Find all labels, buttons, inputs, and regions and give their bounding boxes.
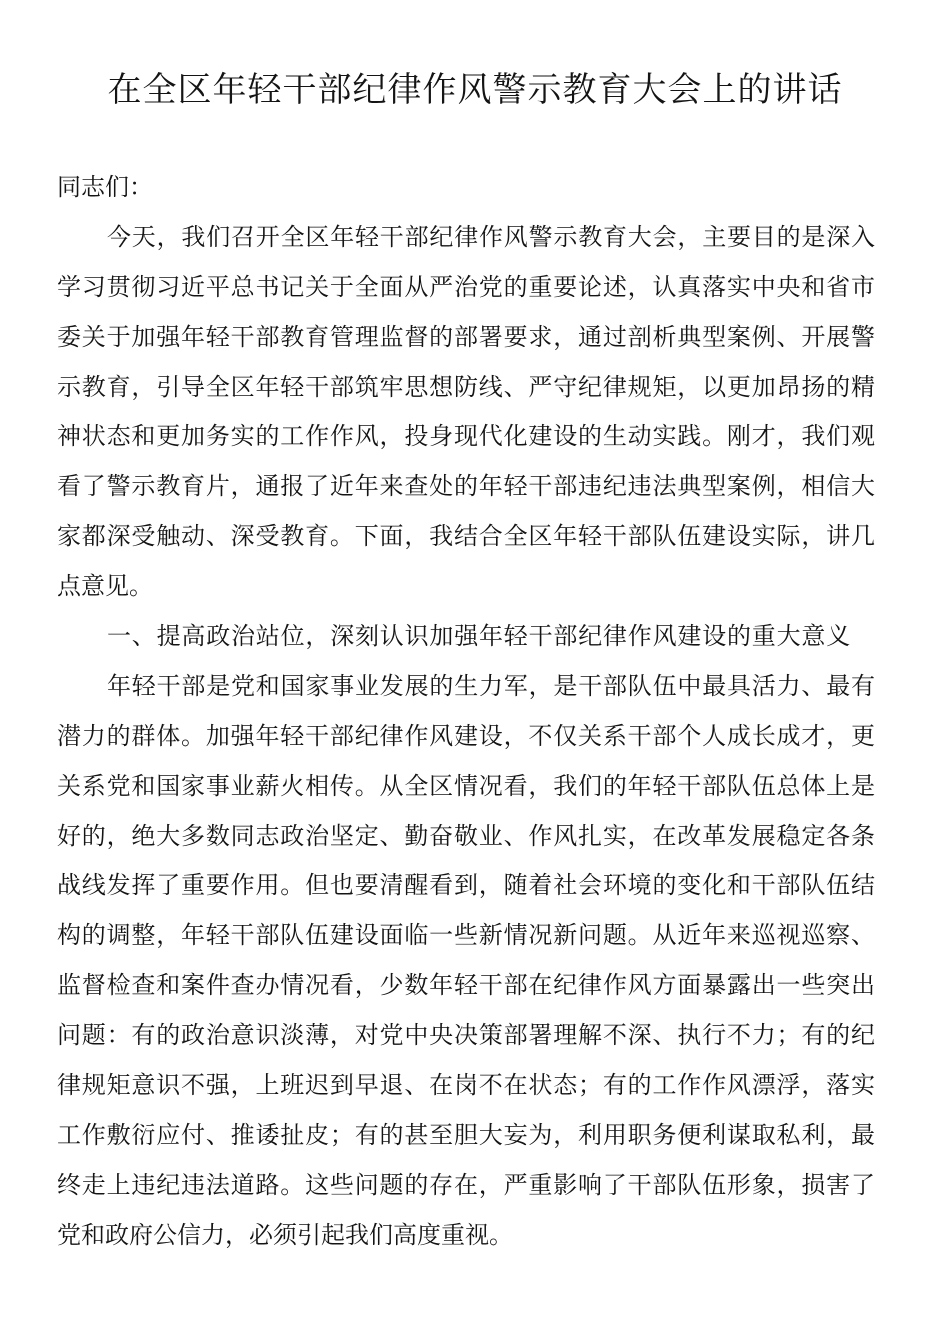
paragraph-line: 家都深受触动、深受教育。下面，我结合全区年轻干部队伍建设实际，讲几	[57, 522, 875, 551]
paragraph-line: 点意见。	[57, 572, 153, 601]
paragraph-line: 好的，绝大多数同志政治坚定、勤奋敬业、作风扎实，在改革发展稳定各条	[57, 821, 875, 850]
paragraph-1	[57, 213, 875, 612]
section-heading: 一、提高政治站位，深刻认识加强年轻干部纪律作风建设的重大意义	[107, 622, 851, 651]
paragraph-line: 年轻干部是党和国家事业发展的生力军，是干部队伍中最具活力、最有	[107, 671, 875, 700]
document-title: 在全区年轻干部纪律作风警示教育大会上的讲话	[107, 70, 843, 110]
paragraph-2	[57, 662, 875, 1261]
paragraph-line: 神状态和更加务实的工作作风，投身现代化建设的生动实践。刚才，我们观	[57, 422, 875, 451]
paragraph-line: 看了警示教育片，通报了近年来查处的年轻干部违纪违法典型案例，相信大	[57, 472, 875, 501]
paragraph-line: 示教育，引导全区年轻干部筑牢思想防线、严守纪律规矩，以更加昂扬的精	[57, 372, 875, 401]
paragraph-line: 律规矩意识不强，上班迟到早退、在岗不在状态；有的工作作风漂浮，落实	[57, 1071, 875, 1100]
document-body	[57, 163, 875, 1261]
paragraph-line: 潜力的群体。加强年轻干部纪律作风建设，不仅关系干部个人成长成才，更	[57, 721, 875, 750]
paragraph-line: 关系党和国家事业薪火相传。从全区情况看，我们的年轻干部队伍总体上是	[57, 771, 875, 800]
paragraph-line: 党和政府公信力，必须引起我们高度重视。	[57, 1220, 513, 1249]
paragraph-line: 委关于加强年轻干部教育管理监督的部署要求，通过剖析典型案例、开展警	[57, 322, 875, 351]
paragraph-line: 问题：有的政治意识淡薄，对党中央决策部署理解不深、执行不力；有的纪	[57, 1021, 875, 1050]
paragraph-line: 战线发挥了重要作用。但也要清醒看到，随着社会环境的变化和干部队伍结	[57, 871, 875, 900]
paragraph-line: 监督检查和案件查办情况看，少数年轻干部在纪律作风方面暴露出一些突出	[57, 971, 875, 1000]
paragraph-line: 构的调整，年轻干部队伍建设面临一些新情况新问题。从近年来巡视巡察、	[57, 921, 875, 950]
paragraph-line: 工作敷衍应付、推诿扯皮；有的甚至胆大妄为，利用职务便利谋取私利，最	[57, 1120, 875, 1149]
paragraph-line: 今天，我们召开全区年轻干部纪律作风警示教育大会，主要目的是深入	[107, 222, 875, 251]
paragraph-line: 学习贯彻习近平总书记关于全面从严治党的重要论述，认真落实中央和省市	[57, 272, 875, 301]
salutation: 同志们：	[57, 173, 153, 201]
paragraph-line: 终走上违纪违法道路。这些问题的存在，严重影响了干部队伍形象，损害了	[57, 1170, 875, 1199]
